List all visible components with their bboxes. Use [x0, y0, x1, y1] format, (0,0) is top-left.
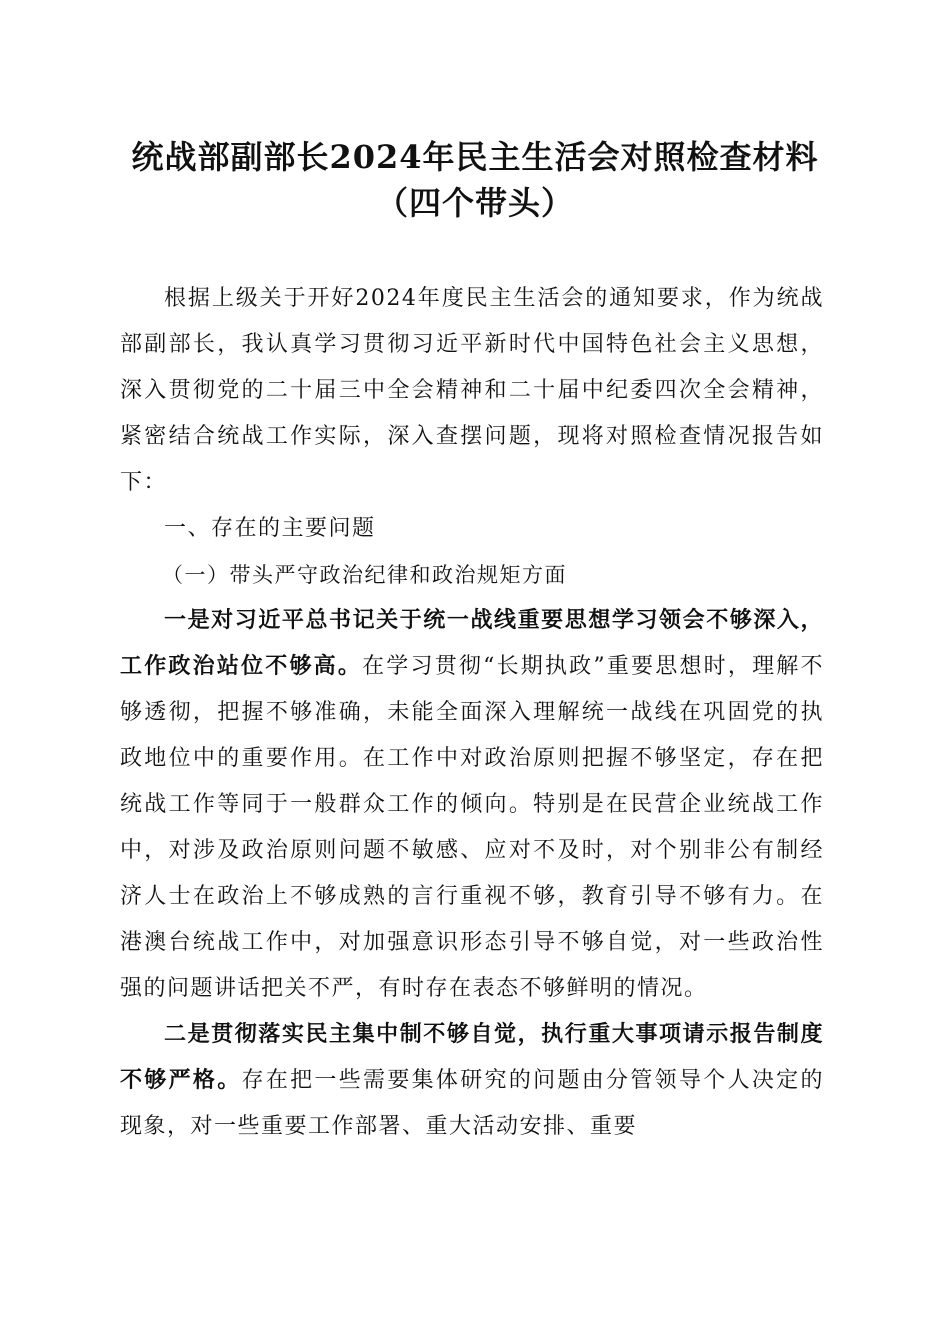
intro-paragraph: 根据上级关于开好2024年度民主生活会的通知要求，作为统战部副部长，我认真学习贯彻习近平新时代中国特色社会主义思想，深入贯彻党的二十届三中全会精神和二十届中纪委四次全会精神，紧密结合统战工作实际，深入查摆问题，现将对照检查情况报告如下：: [120, 286, 824, 495]
subsection-heading-political-discipline: （一）带头严守政治纪律和政治规矩方面: [162, 563, 567, 587]
section-heading-problems: 一、存在的主要问题: [164, 516, 376, 541]
point-two-paragraph: [120, 1012, 824, 1150]
document-title: 统战部副部长2024年民主生活会对照检查材料（四个带头）: [131, 138, 819, 222]
point-one-body: 在学习贯彻“长期执政”重要思想时，理解不够透彻，把握不够准确，未能全面深入理解统一战线在巩固党的执政地位中的重要作用。在工作中对政治原则把握不够坚定，存在把统战工作等同于一般群众工作的倾向。特别是在民营企业统战工作中，对涉及政治原则问题不敏感、应对不及时，对个别非公有制经济人士在政治上不够成熟的言行重视不够，教育引导不够有力。在港澳台统战工作中，对加强意识形态引导不够自觉，对一些政治性强的问题讲话把关不严，有时存在表态不够鲜明的情况。: [120, 654, 824, 1001]
point-two-lead: 二是贯彻落实民主集中制不够自觉，执行重大事项请示报告制度不够严格。: [120, 1022, 824, 1093]
document-body: [120, 276, 824, 1150]
point-one-lead: 一是对习近平总书记关于统一战线重要思想学习领会不够深入，工作政治站位不够高。: [120, 608, 824, 679]
point-one-paragraph: [120, 598, 824, 1012]
point-two-body: 存在把一些需要集体研究的问题由分管领导个人决定的现象，对一些重要工作部署、重大活动安排、重要: [120, 1068, 824, 1139]
